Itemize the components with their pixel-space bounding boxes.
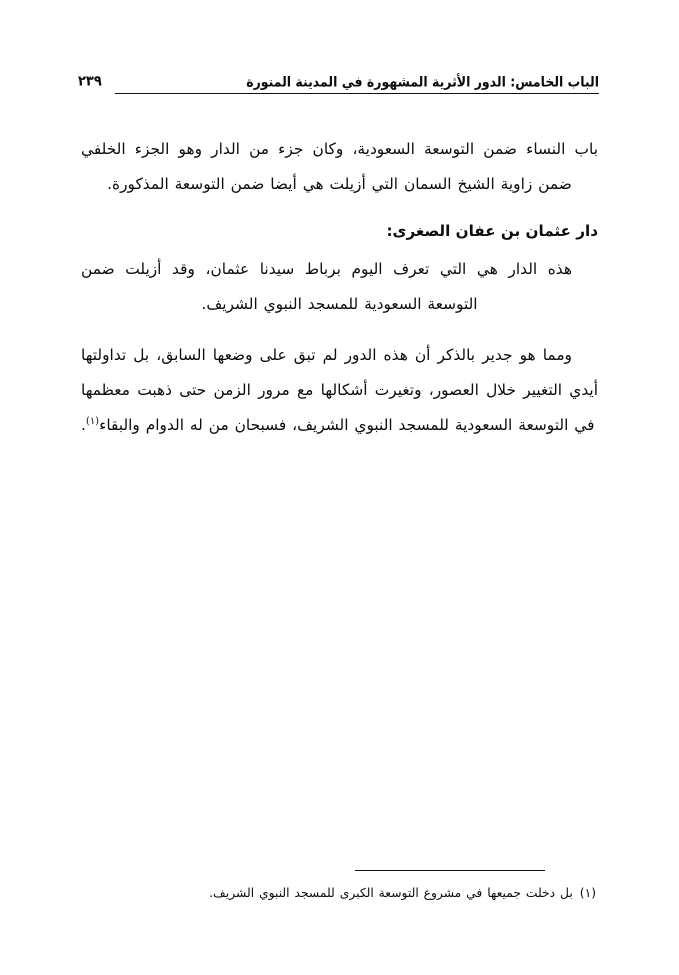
page-header [78,64,599,104]
body-paragraph: باب النساء ضمن التوسعة السعودية، وكان جزء من الدار وهو الجزء الخلفي ضمن زاوية الشيخ السمان التي أزيلت هي أيضا ضمن التوسعة المذكورة. [81,140,598,193]
body-paragraph [81,338,598,443]
footnote-text: بل دخلت جميعها في مشروع التوسعة الكبرى للمسجد النبوي الشريف. [209,886,573,900]
paragraph-text-tail: . [81,416,86,434]
footnote-marker: (١) [579,886,596,900]
page-body [81,132,598,447]
section-heading: دار عثمان بن عفان الصغرى: [386,222,598,240]
body-paragraph: هذه الدار هي التي تعرف اليوم برباط سيدنا عثمان، وقد أزيلت ضمن التوسعة السعودية للمسجد النبوي الشريف. [81,260,572,313]
paragraph-text: ومما هو جدير بالذكر أن هذه الدور لم تبق على وضعها السابق، بل تداولتها أيدي التغيير خلال العصور، وتغيرت أشكالها مع مرور الزمن حتى ذهبت معظمها في التوسعة السعودية للمسجد النبوي الشريف، فسبحان من له الدوام والبقاء [81,346,598,434]
header-row [78,64,599,90]
footnote-item [81,884,598,903]
footnote-area [81,870,598,903]
header-divider-rule [115,93,599,94]
page-number: ٢٣٩ [78,73,102,90]
footnote-reference-marker[interactable]: (١) [85,415,100,427]
footnote-divider-rule [355,870,545,871]
running-header-title: الباب الخامس: الدور الأثرية المشهورة في المدينة المنورة [246,73,599,91]
